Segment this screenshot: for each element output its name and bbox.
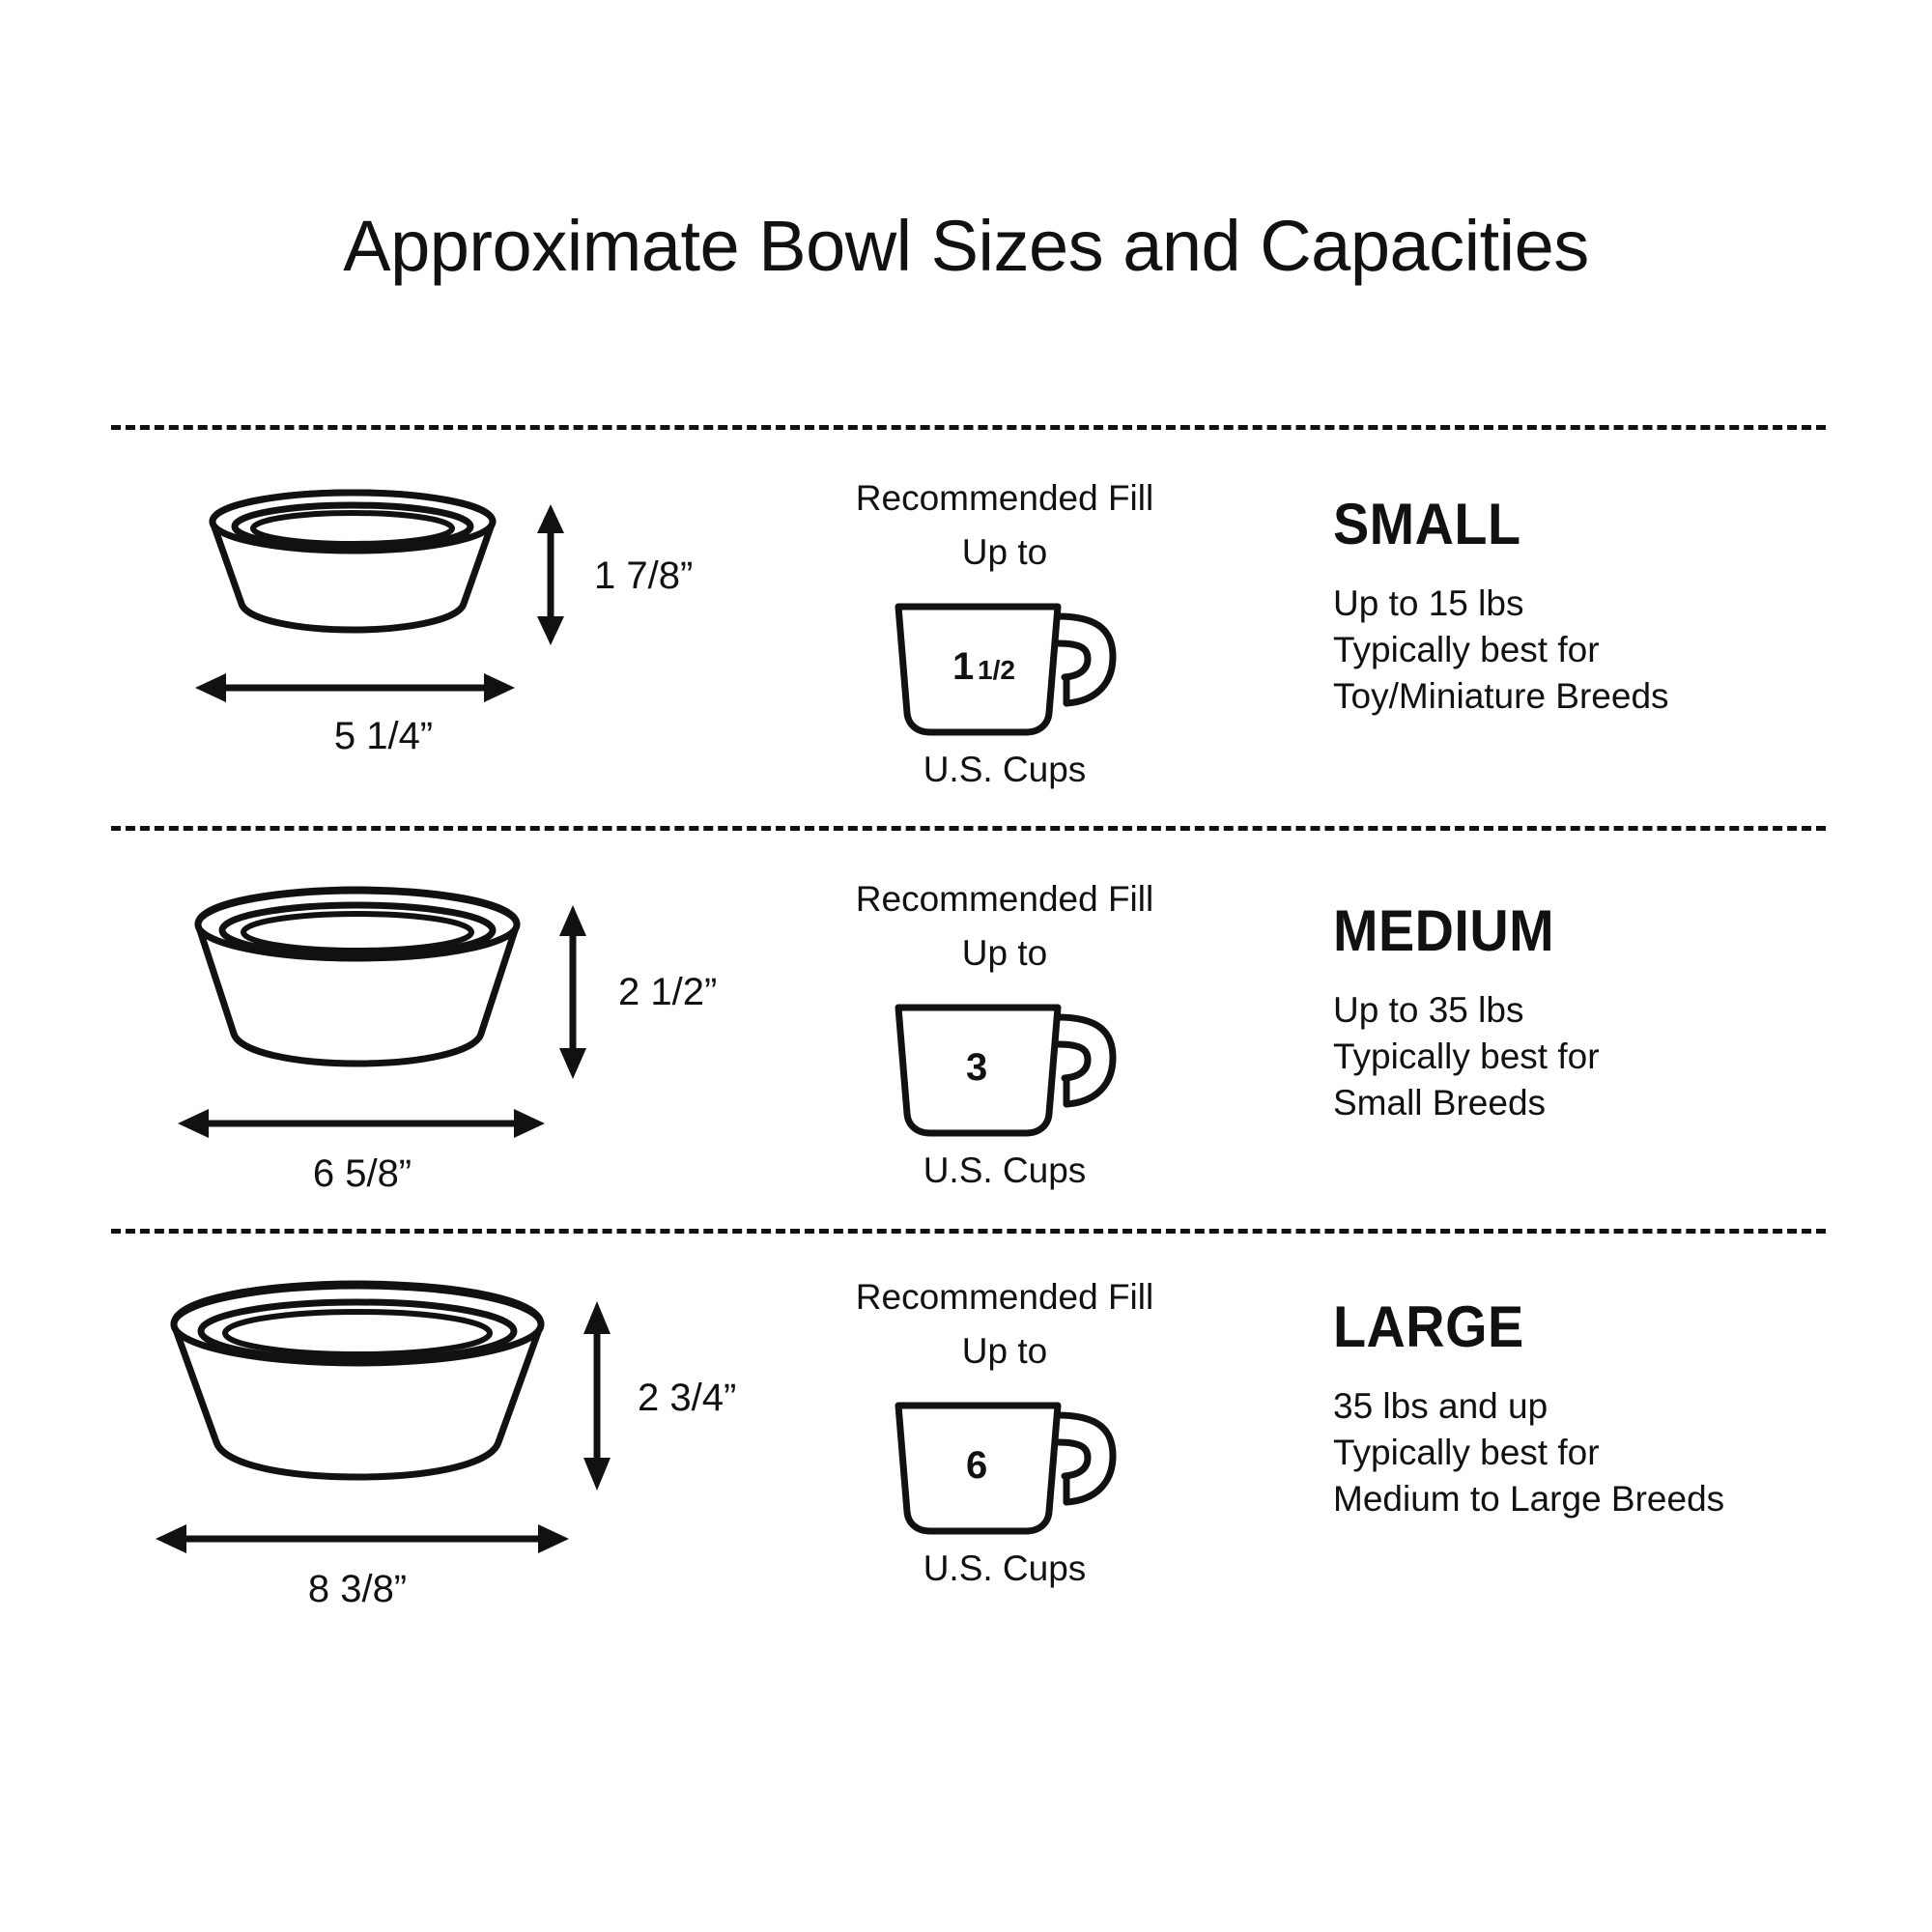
size-name-medium: MEDIUM (1333, 898, 1555, 963)
size-info-small (1333, 483, 1874, 869)
fill-units-medium: U.S. Cups (923, 1151, 1087, 1190)
bowl-large-svg (145, 1280, 763, 1666)
fill-label-line1-large: Recommended Fill (855, 1277, 1154, 1317)
bowl-width-label-small: 5 1/4” (333, 715, 434, 757)
fill-label-line2-medium: Up to (961, 933, 1048, 973)
measuring-cup-icon-large (860, 1386, 1150, 1541)
row-large (0, 1277, 1932, 1666)
size-details-medium (1333, 987, 1874, 1126)
size-detail-line: Typically best for (1333, 1037, 1600, 1076)
size-info-large (1333, 1280, 1874, 1666)
cup-amount-whole-small: 1 (952, 645, 975, 688)
fill-label-line1-small: Recommended Fill (855, 478, 1154, 518)
size-detail-line: Toy/Miniature Breeds (1333, 676, 1669, 716)
bowl-small-svg (145, 483, 763, 869)
bowl-medium-svg (145, 884, 763, 1270)
row-medium (0, 879, 1932, 1270)
fill-units-large: U.S. Cups (923, 1548, 1087, 1588)
size-detail-line: 35 lbs and up (1333, 1386, 1548, 1426)
size-detail-line: Up to 15 lbs (1333, 583, 1524, 623)
bowl-width-label-medium: 6 5/8” (312, 1152, 412, 1195)
size-name-large: LARGE (1333, 1294, 1524, 1359)
bowl-height-label-large: 2 3/4” (638, 1377, 737, 1419)
fill-label-line2-small: Up to (961, 532, 1048, 572)
fill-info-small (773, 478, 1236, 869)
size-detail-line: Medium to Large Breeds (1333, 1479, 1725, 1519)
bowl-height-label-medium: 2 1/2” (618, 971, 718, 1013)
size-details-large (1333, 1383, 1874, 1522)
size-detail-line: Typically best for (1333, 1433, 1600, 1472)
size-info-medium (1333, 884, 1874, 1270)
row-small (0, 478, 1932, 869)
size-detail-line: Typically best for (1333, 630, 1600, 669)
cup-amount-whole-medium: 3 (966, 1046, 988, 1089)
divider-middle-1 (111, 826, 1826, 831)
measuring-cup-icon-small (860, 587, 1150, 742)
fill-info-medium (773, 879, 1236, 1270)
bowl-height-label-small: 1 7/8” (594, 554, 694, 597)
bowl-illustration-large (145, 1280, 763, 1666)
bowl-illustration-small (145, 483, 763, 869)
cup-amount-fraction-small: 1/2 (978, 655, 1015, 685)
bowl-width-label-large: 8 3/8” (307, 1568, 408, 1610)
size-name-small: SMALL (1333, 492, 1521, 556)
size-detail-line: Up to 35 lbs (1333, 990, 1524, 1030)
fill-label-line2-large: Up to (961, 1331, 1048, 1371)
fill-info-large (773, 1277, 1236, 1666)
size-details-small (1333, 581, 1874, 720)
divider-top (111, 425, 1826, 430)
cup-amount-whole-large: 6 (966, 1444, 988, 1487)
size-detail-line: Small Breeds (1333, 1083, 1547, 1122)
page-title: Approximate Bowl Sizes and Capacities (343, 206, 1589, 286)
fill-label-line1-medium: Recommended Fill (855, 879, 1154, 919)
measuring-cup-icon-medium (860, 988, 1150, 1143)
divider-middle-2 (111, 1229, 1826, 1234)
bowl-illustration-medium (145, 884, 763, 1270)
fill-units-small: U.S. Cups (923, 750, 1087, 789)
